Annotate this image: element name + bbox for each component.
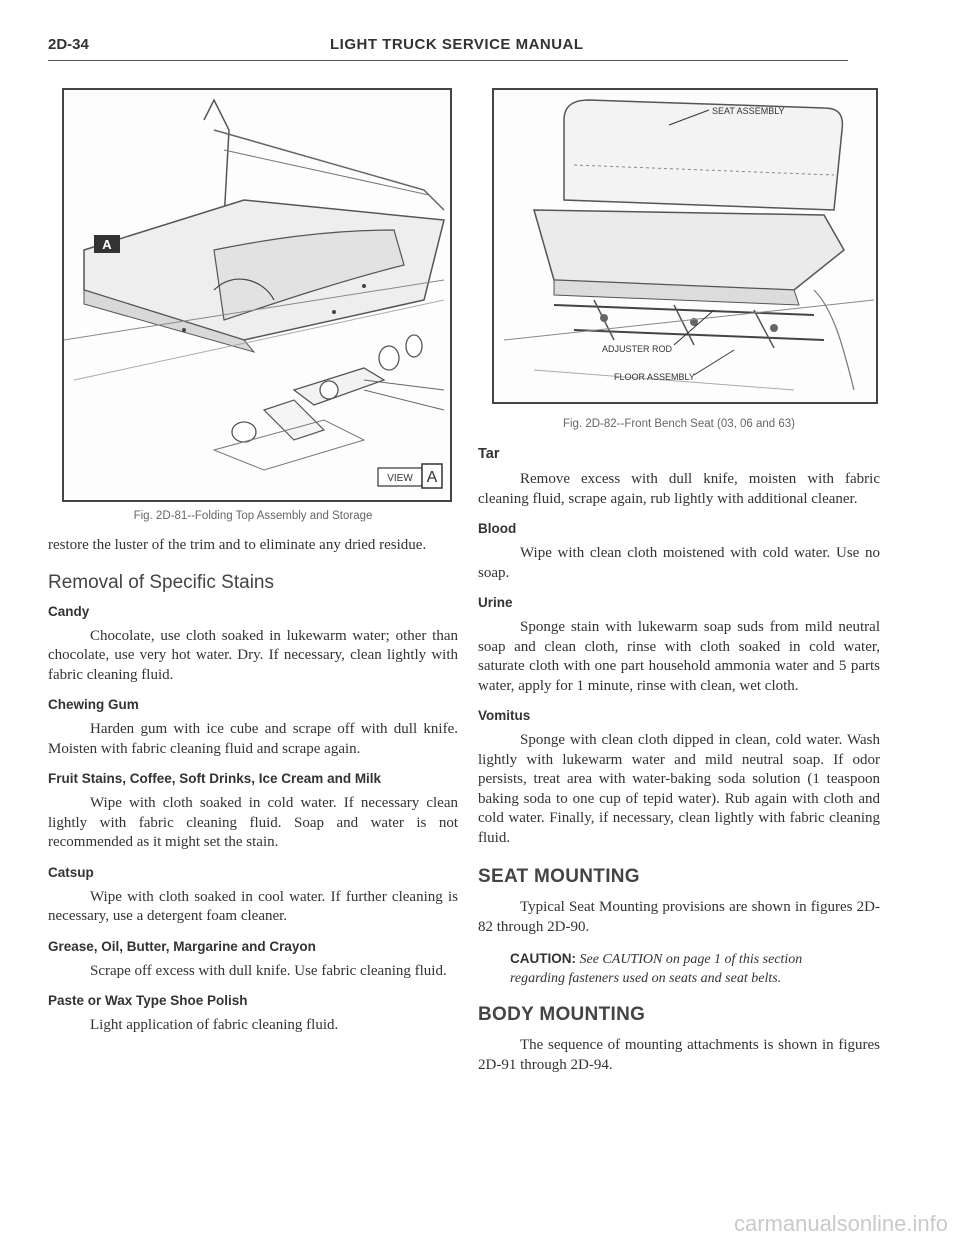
figure-folding-top: [62, 88, 452, 502]
figure-front-bench-seat: [492, 88, 878, 404]
intro-paragraph: restore the luster of the trim and to eliminate any dried residue.: [48, 537, 427, 553]
figure-bench-seat-caption: Fig. 2D-82--Front Bench Seat (03, 06 and 63): [562, 418, 796, 430]
section-title-specific-stains: Removal of Specific Stains: [48, 571, 274, 593]
text-shoe-polish: Light application of fabric cleaning fluid.: [90, 1017, 339, 1033]
figure-folding-top-caption: Fig. 2D-81--Folding Top Assembly and Storage: [133, 510, 373, 522]
page-number: 2D-34: [48, 36, 89, 53]
site-watermark: carmanualsonline.info: [733, 1211, 948, 1236]
caution-text: See CAUTION on page 1 of this section regarding fasteners used on seats and seat belts.: [510, 952, 803, 986]
header-rule: [48, 60, 848, 61]
heading-urine: Urine: [478, 595, 513, 610]
heading-grease: Grease, Oil, Butter, Margarine and Crayon: [48, 938, 316, 954]
section-title-body-mounting: BODY MOUNTING: [478, 1004, 646, 1025]
caution-label: CAUTION:: [510, 951, 576, 966]
label-adjuster-rod: ADJUSTER ROD: [602, 344, 673, 354]
right-text-flow: [478, 446, 880, 1087]
heading-shoe-polish: Paste or Wax Type Shoe Polish: [48, 993, 248, 1008]
text-seat-mounting: Typical Seat Mounting provisions are shown in figures 2D-82 through 2D-90.: [478, 899, 880, 935]
text-fruit-stains: Wipe with cloth soaked in cold water. If necessary clean lightly with fabric cleaning fluid. Soap and water is not recommended as it might set the stain.: [48, 795, 458, 850]
view-a-label: [378, 464, 442, 488]
text-catsup: Wipe with cloth soaked in cool water. If further cleaning is necessary, use a detergent foam cleaner.: [48, 888, 458, 924]
text-tar: Remove excess with dull knife, moisten with fabric cleaning fluid, scrape again, rub lightly with additional cleaner.: [478, 471, 880, 507]
view-letter: A: [426, 469, 438, 486]
text-urine: Sponge stain with lukewarm soap suds from mild neutral soap and clean cloth, rinse with cloth soaked in cold water, saturate cloth with one part household ammonia water and 5 parts water, apply for 1 minute, rinse with clean, wet cloth.: [478, 619, 880, 694]
heading-fruit-stains: Fruit Stains, Coffee, Soft Drinks, Ice Cream and Milk: [48, 771, 382, 786]
heading-blood: Blood: [478, 521, 517, 536]
text-grease: Scrape off excess with dull knife. Use fabric cleaning fluid.: [90, 962, 447, 979]
view-label: VIEW: [387, 473, 413, 484]
heading-vomitus: Vomitus: [478, 708, 531, 723]
bench-seat-illustration: [494, 90, 876, 402]
page-header: [48, 36, 848, 62]
text-blood: Wipe with clean cloth moistened with cold water. Use no soap.: [478, 545, 880, 581]
callout-a-text: A: [102, 237, 112, 252]
left-text-flow: [48, 536, 458, 1048]
label-seat-assembly: SEAT ASSEMBLY: [712, 106, 785, 116]
text-body-mounting: The sequence of mounting attachments is shown in figures 2D-91 through 2D-94.: [478, 1037, 880, 1073]
folding-top-illustration: [64, 90, 450, 500]
caution-note: [478, 949, 880, 988]
text-chewing-gum: Harden gum with ice cube and scrape off with dull knife. Moisten with fabric cleaning fluid and scrape again.: [48, 721, 458, 757]
heading-tar: Tar: [478, 446, 500, 462]
label-floor-assembly: FLOOR ASSEMBLY: [614, 372, 695, 382]
callout-a: [94, 235, 120, 253]
text-candy: Chocolate, use cloth soaked in lukewarm water; other than chocolate, use very hot water. Dry. If necessary, clean lightly with fabric cleaning fluid.: [48, 627, 458, 683]
heading-candy: Candy: [48, 603, 90, 619]
section-title-seat-mounting: SEAT MOUNTING: [478, 866, 640, 887]
manual-title: LIGHT TRUCK SERVICE MANUAL: [330, 36, 584, 53]
heading-catsup: Catsup: [48, 864, 94, 880]
heading-chewing-gum: Chewing Gum: [48, 697, 139, 712]
text-vomitus: Sponge with clean cloth dipped in clean, cold water. Wash lightly with lukewarm water and mild neutral soap. If odor persists, treat area with water-baking soda solution (1 teaspoon baking soda to one cup of tepid water). Rub again with cloth and cold water. Finally, if necessary, clean lightly with fabric cleaning fluid.: [478, 732, 880, 846]
